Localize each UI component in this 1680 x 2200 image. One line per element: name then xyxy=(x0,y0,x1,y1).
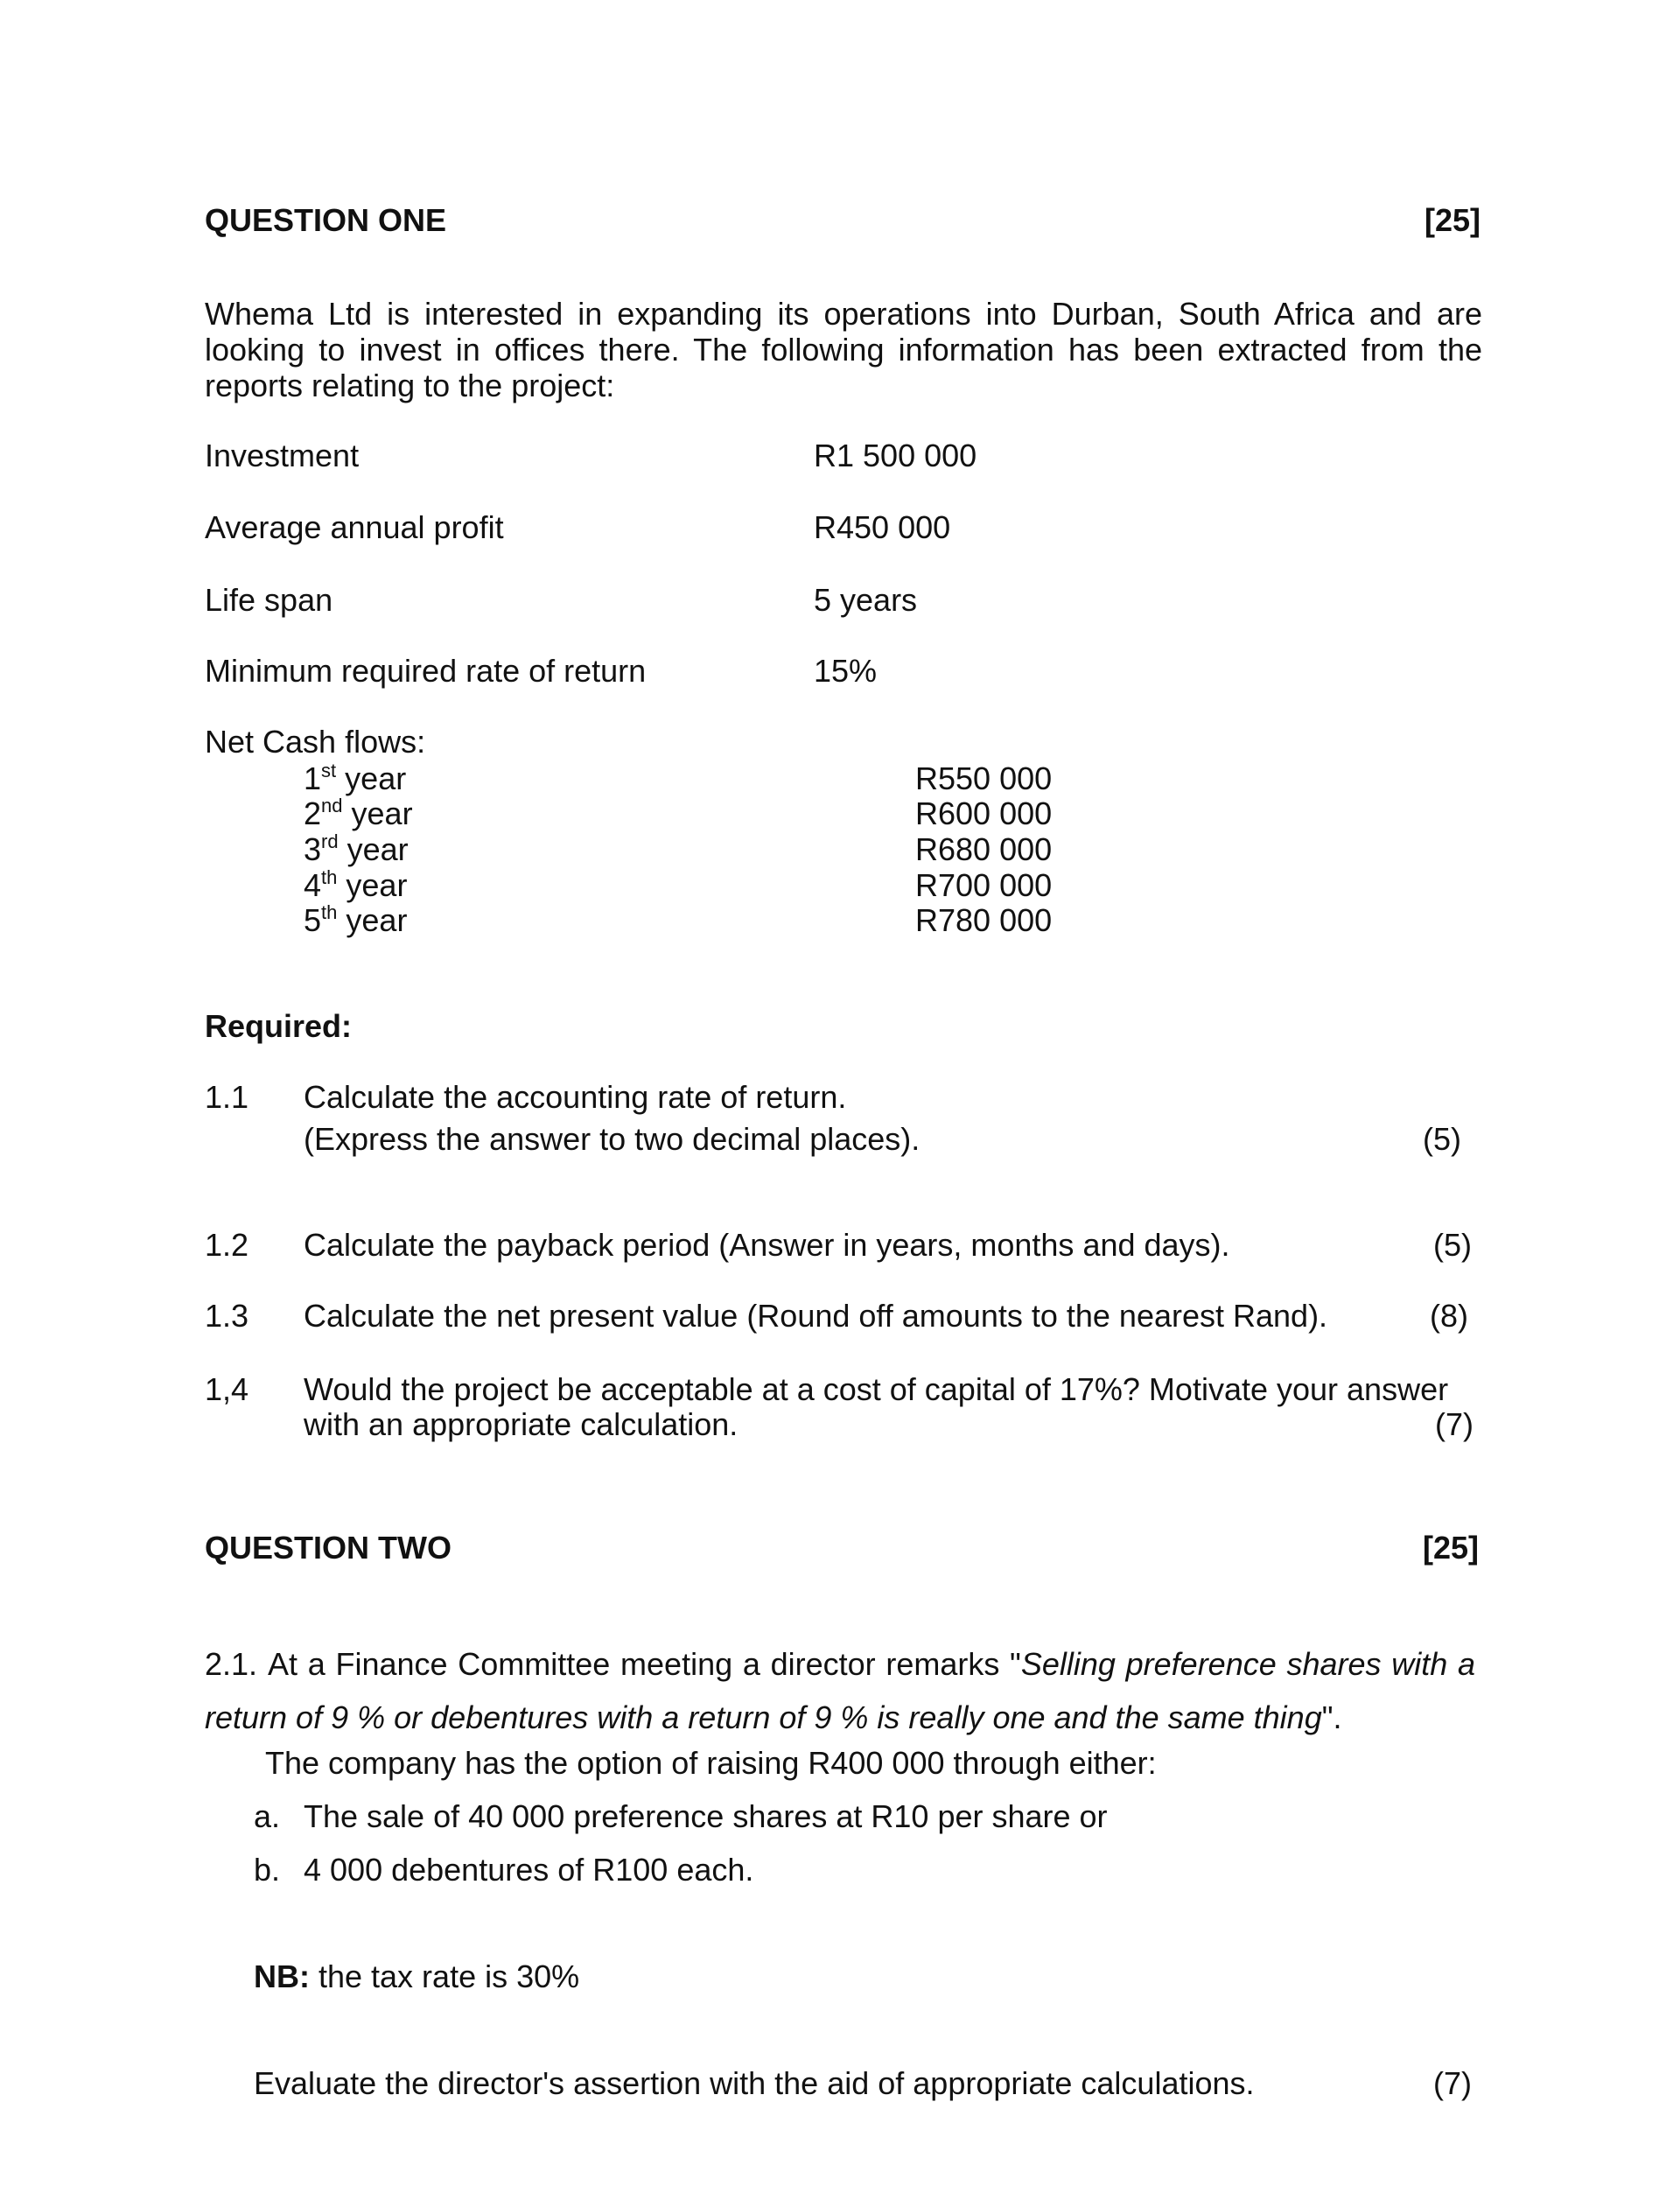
cash-flow-value: R550 000 xyxy=(915,760,1053,796)
evaluate-instruction: Evaluate the director's assertion with the aid of appropriate calculations. xyxy=(254,2065,1255,2101)
item-marks: (7) xyxy=(1435,1406,1474,1442)
cash-flow-value: R780 000 xyxy=(915,902,1053,938)
cash-flow-value: R700 000 xyxy=(915,867,1053,903)
cash-flow-value: R600 000 xyxy=(915,795,1053,831)
q2-options-intro: The company has the option of raising R400 000 through either: xyxy=(265,1745,1157,1781)
required-heading: Required: xyxy=(205,1008,353,1044)
cash-flow-value: R680 000 xyxy=(915,831,1053,867)
evaluate-marks: (7) xyxy=(1433,2065,1472,2101)
cash-flow-year: 5th year xyxy=(304,901,408,938)
tax-note: NB: the tax rate is 30% xyxy=(254,1958,580,1994)
item-marks: (5) xyxy=(1433,1227,1472,1263)
item-text: Calculate the net present value (Round off amounts to the nearest Rand). xyxy=(304,1298,1328,1334)
info-label: Investment xyxy=(205,438,360,473)
cash-flow-year: 4th year xyxy=(304,866,408,903)
option-letter: a. xyxy=(254,1798,281,1834)
option-letter: b. xyxy=(254,1852,281,1888)
question-one-marks: [25] xyxy=(1424,202,1481,238)
item-number: 1.1 xyxy=(205,1079,249,1115)
question-two-title: QUESTION TWO xyxy=(205,1530,452,1566)
item-text: Calculate the payback period (Answer in years, months and days). xyxy=(304,1227,1230,1263)
info-value: 5 years xyxy=(814,582,918,618)
info-label: Life span xyxy=(205,582,333,618)
info-label: Average annual profit xyxy=(205,509,504,545)
question-one-title: QUESTION ONE xyxy=(205,202,447,238)
cash-flow-year: 2nd year xyxy=(304,795,413,831)
item-number: 1.2 xyxy=(205,1227,249,1263)
item-marks: (5) xyxy=(1423,1121,1461,1157)
info-value: R450 000 xyxy=(814,509,951,545)
question-one-intro: Whema Ltd is interested in expanding its operations into Durban, South Africa and are looking to invest in offices there. The following information has been extracted from the reports relating to the project: xyxy=(205,296,1482,403)
item-number: 1.3 xyxy=(205,1298,249,1334)
item-text-continued: with an appropriate calculation. xyxy=(304,1406,738,1442)
item-text: Calculate the accounting rate of return. xyxy=(304,1079,847,1115)
item-text: Would the project be acceptable at a cost of capital of 17%? Motivate your answer xyxy=(304,1371,1449,1407)
question-two-marks: [25] xyxy=(1423,1530,1480,1566)
info-label: Minimum required rate of return xyxy=(205,653,647,689)
info-value: R1 500 000 xyxy=(814,438,977,473)
info-value: 15% xyxy=(814,653,878,689)
q2-item-number: 2.1. xyxy=(205,1646,258,1682)
cash-flow-year: 3rd year xyxy=(304,830,409,867)
cash-flow-year: 1st year xyxy=(304,760,407,796)
option-text: 4 000 debentures of R100 each. xyxy=(304,1852,754,1888)
item-text-continued: (Express the answer to two decimal places). xyxy=(304,1121,920,1157)
item-marks: (8) xyxy=(1430,1298,1468,1334)
q2-statement: At a Finance Committee meeting a director remarks "Selling preference shares with a return of 9 % or debentures with a return of 9 % is really one and the same thing". xyxy=(205,1646,1475,1735)
cash-flows-label: Net Cash flows: xyxy=(205,724,426,760)
option-text: The sale of 40 000 preference shares at R10 per share or xyxy=(304,1798,1108,1834)
item-number: 1,4 xyxy=(205,1371,249,1407)
